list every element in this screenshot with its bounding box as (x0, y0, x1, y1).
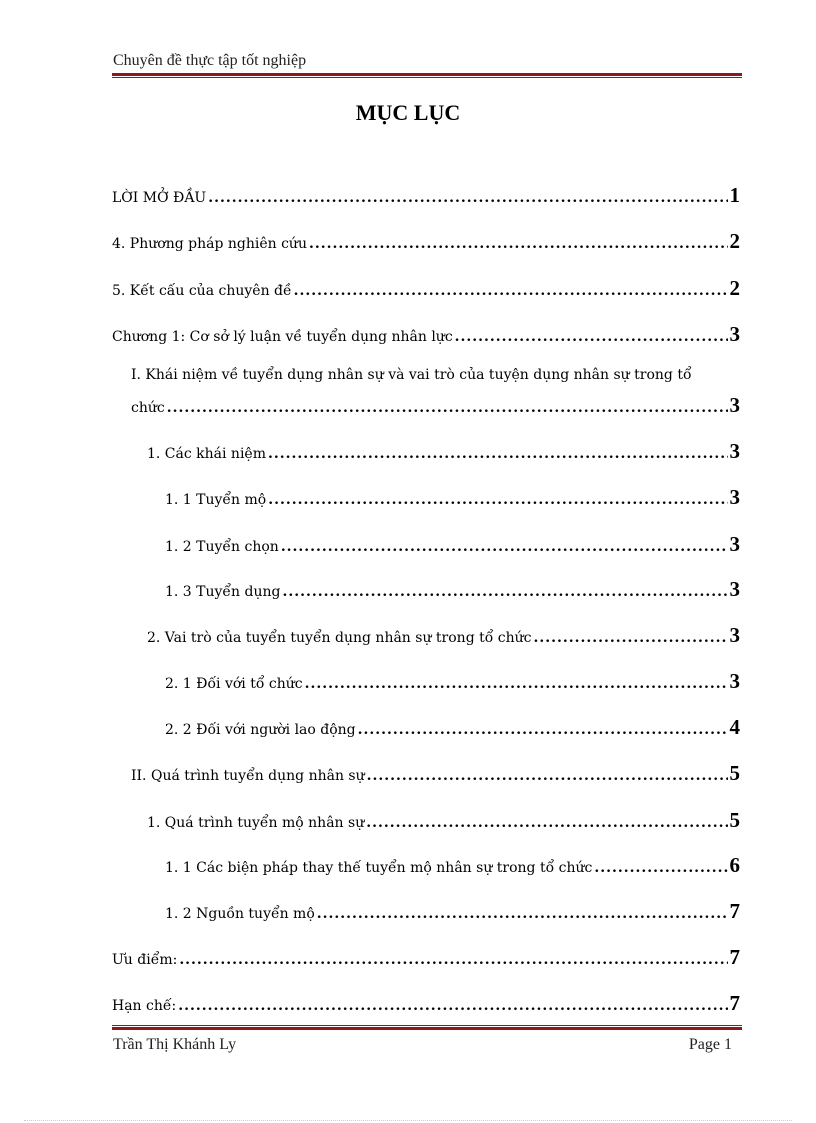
toc-leader-dots (208, 186, 727, 210)
header-divider (112, 73, 742, 78)
toc-page-number: 1 (729, 183, 740, 207)
toc-page-number: 3 (729, 532, 740, 556)
toc-leader-dots (294, 279, 728, 303)
toc-page-number: 5 (729, 761, 740, 785)
toc-leader-dots (268, 488, 727, 512)
toc-entry-qua-trinh-tuyen-mo[interactable] (147, 808, 740, 832)
toc-leader-dots (358, 718, 728, 742)
toc-page-number: 3 (729, 439, 740, 463)
toc-entry-tuyen-dung[interactable] (165, 577, 740, 601)
toc-leader-dots (178, 994, 727, 1018)
toc-entry-khai-niem[interactable] (131, 393, 740, 417)
footer-page-number: Page 1 (688, 1036, 732, 1053)
toc-page-number: 7 (729, 991, 740, 1015)
toc-entry-loi-mo-dau[interactable] (112, 183, 740, 207)
toc-page-number: 3 (729, 577, 740, 601)
toc-page-number: 3 (729, 393, 740, 417)
toc-entry-chuong-1[interactable] (112, 322, 740, 346)
toc-label: chức (131, 400, 165, 416)
toc-entry-han-che[interactable] (112, 991, 740, 1015)
toc-label: 2. Vai trò của tuyển tuyển dụng nhân sự trong tổ chức (147, 630, 532, 646)
toc-leader-dots (317, 902, 728, 926)
toc-label: Ưu điểm: (112, 952, 178, 968)
toc-leader-dots (179, 948, 727, 972)
toc-leader-dots (533, 626, 727, 650)
toc-page-number: 4 (729, 715, 740, 739)
page-bottom-border (24, 1120, 792, 1121)
footer-author: Trần Thị Khánh Ly (113, 1036, 237, 1053)
toc-leader-dots (281, 535, 728, 559)
page-header: Chuyên đề thực tập tốt nghiệp (113, 52, 307, 69)
toc-page-number: 3 (729, 669, 740, 693)
footer-divider (112, 1025, 742, 1030)
toc-page-number: 3 (729, 485, 740, 509)
toc-entry-doi-voi-nguoi-lao-dong[interactable] (165, 715, 740, 739)
toc-leader-dots (305, 672, 728, 696)
toc-label: 2. 2 Đối với người lao động (165, 722, 356, 738)
toc-page-number: 5 (729, 808, 740, 832)
toc-page-number: 2 (729, 229, 740, 253)
toc-leader-dots (594, 856, 727, 880)
toc-label: LỜI MỞ ĐẦU (112, 190, 207, 206)
toc-label: Chương 1: Cơ sở lý luận về tuyển dụng nhân lực (112, 329, 453, 345)
page-title: MỤC LỤC (355, 100, 461, 125)
toc-label: 2. 1 Đối với tổ chức (165, 676, 303, 692)
toc-entry-tuyen-chon[interactable] (165, 532, 740, 556)
toc-entry-uu-diem[interactable] (112, 945, 740, 969)
toc-leader-dots (309, 232, 728, 256)
toc-entry-khai-niem-line1[interactable]: I. Khái niệm về tuyển dụng nhân sự và vai trò của tuyện dụng nhân sự trong tổ (131, 367, 692, 383)
toc-page-number: 3 (729, 623, 740, 647)
toc-page-number: 2 (729, 276, 740, 300)
toc-label: 1. 1 Tuyển mộ (165, 492, 267, 508)
toc-leader-dots (282, 580, 727, 604)
toc-page-number: 7 (729, 899, 740, 923)
toc-entry-doi-voi-to-chuc[interactable] (165, 669, 740, 693)
toc-leader-dots (366, 811, 727, 835)
toc-entry-phuong-phap[interactable] (112, 229, 740, 253)
toc-page-number: 3 (729, 322, 740, 346)
toc-label: 1. 2 Tuyển chọn (165, 539, 279, 555)
toc-label: 1. 1 Các biện pháp thay thế tuyển mộ nhân sự trong tổ chức (165, 860, 593, 876)
toc-leader-dots (367, 764, 728, 788)
toc-label: 4. Phương pháp nghiên cứu (112, 236, 307, 252)
toc-entry-ket-cau[interactable] (112, 276, 740, 300)
toc-label: 1. Các khái niệm (147, 446, 266, 462)
toc-label: 1. 2 Nguồn tuyển mộ (165, 906, 315, 922)
toc-entry-cac-khai-niem[interactable] (147, 439, 740, 463)
toc-label: 1. 3 Tuyển dụng (165, 584, 281, 600)
toc-leader-dots (167, 396, 728, 420)
toc-label: II. Quá trình tuyển dụng nhân sự (131, 768, 365, 784)
toc-entry-tuyen-mo[interactable] (165, 485, 740, 509)
toc-entry-vai-tro[interactable] (147, 623, 740, 647)
toc-entry-bien-phap-thay-the[interactable] (165, 853, 740, 877)
toc-leader-dots (268, 442, 728, 466)
toc-leader-dots (455, 325, 728, 349)
toc-entry-nguon-tuyen-mo[interactable] (165, 899, 740, 923)
toc-label: 5. Kết cấu của chuyên đề (112, 283, 292, 299)
toc-page-number: 6 (729, 853, 740, 877)
toc-entry-qua-trinh-tuyen-dung[interactable] (131, 761, 740, 785)
toc-label: Hạn chế: (112, 998, 177, 1014)
toc-label: 1. Quá trình tuyển mộ nhân sự (147, 815, 365, 831)
toc-page-number: 7 (729, 945, 740, 969)
